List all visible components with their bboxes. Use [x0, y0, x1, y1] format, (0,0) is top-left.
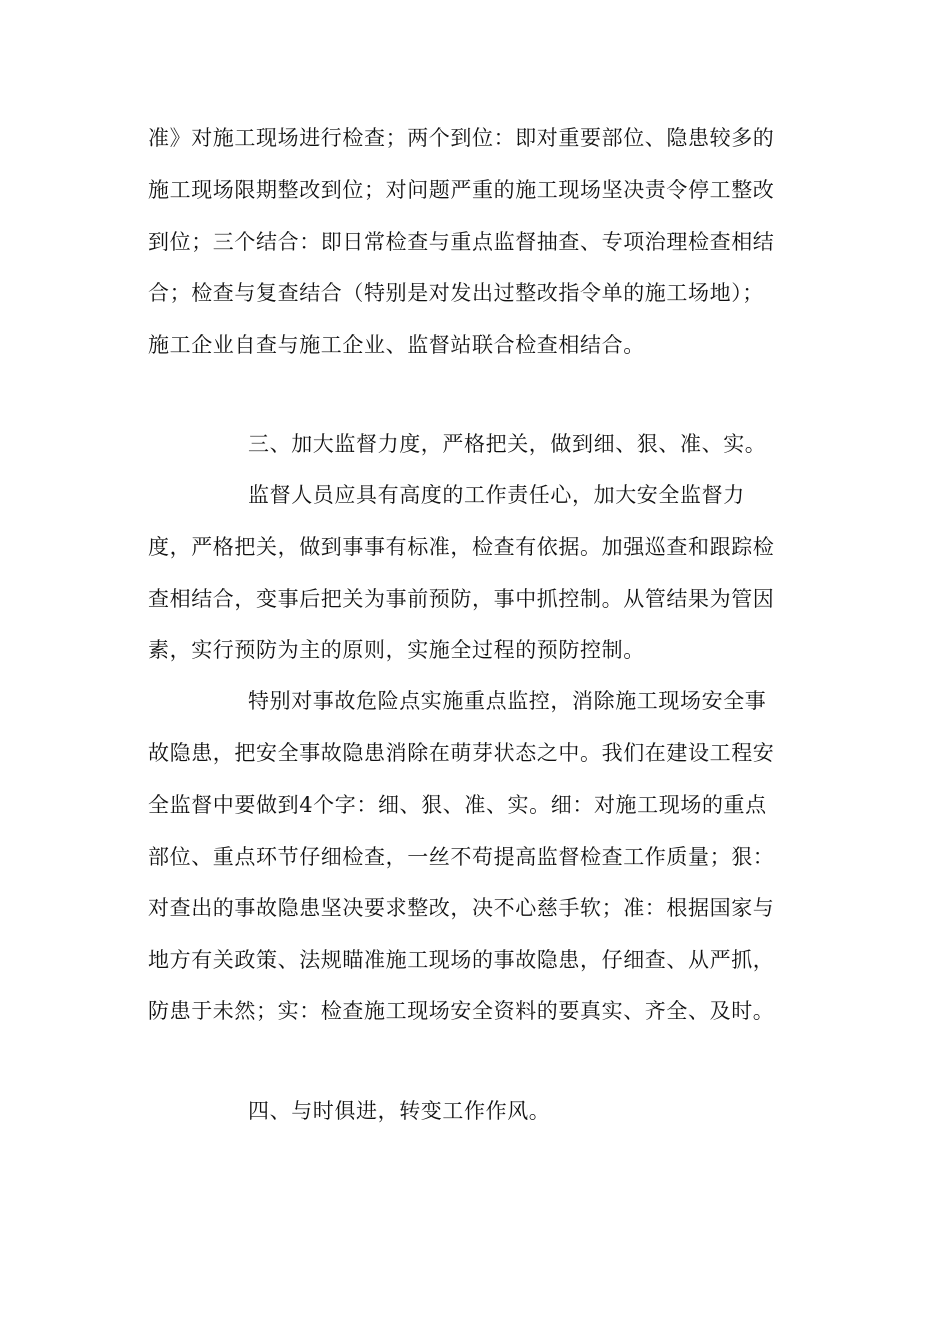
section-heading-3: 三、加大监督力度，严格把关，做到细、狠、准、实。	[248, 432, 767, 456]
section-heading-4: 四、与时俱进，转变工作作风。	[248, 1099, 551, 1123]
text-line: 特别对事故危险点实施重点监控，消除施工现场安全事	[248, 689, 767, 713]
text-line: 查相结合，变事后把关为事前预防，事中抓控制。从管结果为管因	[148, 587, 775, 611]
text-line: 合；检查与复查结合（特别是对发出过整改指令单的施工场地）；	[148, 281, 764, 305]
text-line: 度，严格把关，做到事事有标准，检查有依据。加强巡查和跟踪检	[148, 535, 775, 559]
text-line: 防患于未然；实：检查施工现场安全资料的要真实、齐全、及时。	[148, 999, 775, 1023]
text-line: 到位；三个结合：即日常检查与重点监督抽查、专项治理检查相结	[148, 230, 775, 254]
text-line: 施工企业自查与施工企业、监督站联合检查相结合。	[148, 333, 645, 357]
text-line: 部位、重点环节仔细检查，一丝不苟提高监督检查工作质量；狠：	[148, 845, 775, 869]
text-line: 地方有关政策、法规瞄准施工现场的事故隐患，仔细查、从严抓，	[148, 948, 775, 972]
text-line: 素，实行预防为主的原则，实施全过程的预防控制。	[148, 638, 645, 662]
text-line: 监督人员应具有高度的工作责任心，加大安全监督力	[248, 483, 745, 507]
text-line: 故隐患，把安全事故隐患消除在萌芽状态之中。我们在建设工程安	[148, 741, 775, 765]
text-line: 全监督中要做到4个字：细、狠、准、实。细：对施工现场的重点	[148, 793, 767, 817]
text-line: 准》对施工现场进行检查；两个到位：即对重要部位、隐患较多的	[148, 126, 775, 150]
text-line: 对查出的事故隐患坚决要求整改，决不心慈手软；准：根据国家与	[148, 896, 775, 920]
text-line: 施工现场限期整改到位；对问题严重的施工现场坚决责令停工整改	[148, 178, 775, 202]
